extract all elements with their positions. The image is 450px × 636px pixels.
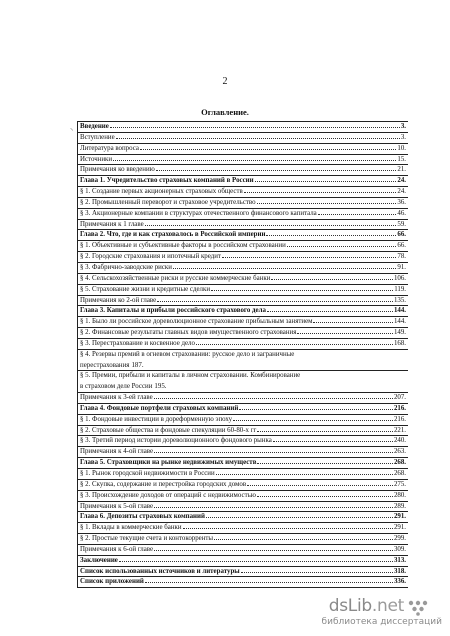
toc-entry-text: Заключение [80,556,118,564]
toc-entry-text: § 2. Скупка, содержание и перестройка городских домов [80,480,247,488]
toc-entry-text: Глава 5. Страховщики на рынке недвижимых имуществ [80,459,257,467]
toc-entry-text: Источники [80,155,113,163]
toc-entry-text: Примечания к 3-ей главе [80,394,153,402]
toc-entry-page: 313. [393,556,406,564]
toc-entry-page: 46. [397,209,406,217]
toc-entry-page: 144. [393,307,406,315]
toc-entry-page: 275. [393,480,406,488]
toc-entry [78,534,408,545]
toc-entry [78,371,408,393]
leader-dots [257,496,393,497]
leader-dots [257,463,393,464]
toc-entry-text: § 3. Акционерные компании в структурах отечественного финансового капитала [80,209,317,217]
watermark-logo [329,596,404,616]
toc-entry-page: 291. [393,524,406,532]
watermark [307,596,442,630]
leader-dots [157,301,393,302]
toc-entry-text-cont: перестрахования [80,361,130,369]
toc-entry-text: Примечания ко 2-ой главе [80,296,157,304]
toc-entry-text: Глава 1. Учредительство страховых компаний в России [80,177,254,185]
toc-entry-page: 149. [393,329,406,337]
toc-entry-text: § 3. Фабрично-заводские риски [80,263,172,271]
toc-entry-text: Примечания ко введению [80,166,155,174]
leader-dots [239,409,393,410]
toc-entry-text: § 1. Фондовые инвестиции в дореформенную эпоху [80,415,233,423]
toc-entry [78,263,408,274]
toc-entry-page: 119. [394,285,406,293]
leader-dots [271,279,393,280]
leader-dots [297,333,393,334]
toc-entry [78,230,408,241]
leader-dots [154,398,393,399]
toc-entry-page: 21. [397,166,406,174]
leader-dots [145,225,397,226]
leader-dots [266,235,396,236]
leader-dots [216,474,393,475]
toc-entry [78,545,408,556]
leader-dots [257,431,393,432]
leader-dots [154,507,393,508]
toc-entry [78,252,408,263]
toc-entry [78,133,408,144]
toc-entry-text: § 2. Простые текущие счета и контокорренты [80,535,214,543]
leader-dots [222,257,396,258]
toc-entry [78,165,408,176]
toc-entry-page: 263. [393,448,406,456]
toc-entry-page: 78. [397,253,406,261]
toc-entry [78,426,408,437]
toc-entry-text: § 1. Было ли российское дореволюционное страхование прибыльным занятием [80,318,313,326]
toc-entry-page: 3. [400,133,406,141]
leader-dots [211,290,393,291]
toc-entry-page: 289. [393,502,406,510]
leader-dots [287,246,397,247]
toc-entry-text: Глава 2. Что, где и как страховалось в Российской империи [80,231,266,239]
toc-entry-text: § 3. Перестрахование и косвенное дело [80,339,195,347]
toc-entry [78,393,408,404]
toc-entry-page: 268. [393,459,406,467]
toc-title: Оглавление. [201,107,249,117]
toc-entry-page: 309. [393,545,406,553]
toc-entry [78,220,408,231]
toc-entry [78,339,408,350]
leader-dots [113,160,396,161]
toc-entry-page: 66. [397,231,406,239]
toc-entry-text: Глава 4. Фондовые портфели страховых компаний [80,404,239,412]
toc-entry-page: 10. [397,144,406,152]
toc-entry-text: Примечания к 5-ой главе [80,502,154,510]
toc-entry-page: 168. [393,339,406,347]
toc-entry-text: § 2. Промышленный переворот и страховое учредительство [80,198,256,206]
toc-entry-text: § 2. Городские страхования и ипотечный кредит [80,253,221,261]
toc-entry-page: 3. [400,123,406,130]
toc-entry-page: 240. [393,437,406,445]
leader-dots [257,203,397,204]
toc-entry-page: 318. [393,567,406,575]
leader-dots [119,561,393,562]
toc-entry [78,469,408,480]
toc-entry-page: 280. [393,491,406,499]
toc-entry-page: 299. [393,535,406,543]
toc-entry-text: § 1. Вклады в коммерческие банки [80,524,182,532]
toc-entry-page: 106. [393,274,406,282]
toc-entry [78,328,408,339]
toc-entry-text: § 2. Финансовые результаты главных видов имущественного страхования [80,329,297,337]
toc-entry [78,306,408,317]
toc-entry [78,436,408,447]
margin-mark: ⸜ [70,124,74,132]
toc-entry-text: Глава 6. Депозиты страховых компаний [80,513,205,521]
toc-entry [78,198,408,209]
toc-entry [78,567,408,578]
toc-entry [78,480,408,491]
toc-entry [78,122,408,133]
toc-entry [78,274,408,285]
leader-dots [140,149,396,150]
toc-entry [78,350,408,372]
watermark-logo-tld: .net [371,596,404,616]
toc-entry [78,144,408,155]
page-number: 2 [222,76,228,87]
toc-entry-page: 268. [393,470,406,477]
watermark-subtitle: библиотека диссертаций [321,617,442,627]
toc-entry-page: 195. [154,383,167,391]
toc-entry-page: 15. [397,155,406,163]
leader-dots [154,550,393,551]
leader-dots [241,572,393,573]
toc-entry [78,155,408,166]
toc-entry-page: 216. [393,415,406,423]
toc-entry-page: 59. [397,220,406,228]
toc-entry [78,447,408,458]
leader-dots [196,344,393,345]
toc-entry-text: Глава 3. Капиталы и прибыли российского страхового дела [80,307,266,315]
toc-entry-page: 144. [393,318,406,326]
leader-dots [313,322,392,323]
toc-entry-text: § 3. Происхождение доходов от операций с недвижимостью [80,491,256,499]
leader-dots [145,582,393,583]
toc-entry-page: 36. [397,198,406,206]
toc-entry [78,241,408,252]
toc-entry [78,415,408,426]
toc-entry-text: § 4. Резервы премий в огневом страховании: русское дело и заграничные [80,350,295,358]
watermark-logo-main: dsLib [328,596,372,616]
toc-entry-text-cont: в страховом деле России [80,383,153,391]
table-of-contents [77,121,408,588]
toc-entry [78,523,408,534]
leader-dots [233,420,393,421]
toc-entry-text: § 4. Сельскохозяйственные риски и русские коммерческие банки [80,274,271,282]
leader-dots [173,268,396,269]
toc-entry-text: Примечания к 1 главе [80,220,144,228]
toc-entry-text: § 2. Страховые общества и фондовые спекуляции 60-80-х гг [80,426,257,434]
leader-dots [110,127,400,128]
toc-entry-text: § 1. Объективные и субъективные факторы в российском страховании [80,242,286,250]
toc-entry-text: Примечания к 6-ой главе [80,545,154,553]
toc-entry [78,285,408,296]
leader-dots [273,441,393,442]
toc-entry [78,458,408,469]
toc-entry-page: 91. [397,263,406,271]
leader-dots [156,170,397,171]
toc-entry [78,556,408,567]
toc-entry [78,209,408,220]
toc-entry-page: 66. [397,242,406,250]
toc-entry-page: 24. [397,188,406,196]
toc-entry-page: 135. [393,296,406,304]
toc-entry-text: Вступление [80,133,115,141]
toc-entry-page: 207. [393,394,406,402]
toc-entry-text: § 5. Премии, прибыли и капиталы в личном страховании. Комбинирование [80,372,301,380]
toc-entry-text: § 5. Страхование жизни и кредитные сделки [80,285,211,293]
leader-dots [244,192,397,193]
leader-dots [214,539,393,540]
toc-entry-text: § 1. Рынок городской недвижимости в России [80,470,215,477]
toc-entry-page: 336. [393,578,406,586]
toc-entry-text: Введение [80,123,109,130]
leader-dots [267,311,393,312]
toc-entry [78,176,408,187]
toc-entry-page: 291. [393,513,406,521]
toc-entry-text: Примечания к 4-ой главе [80,448,154,456]
toc-entry-page: 221. [393,426,406,434]
toc-entry-text: Литература вопроса [80,144,139,152]
leader-dots [183,528,393,529]
toc-entry-text: Список приложений [80,578,144,586]
toc-entry-text: § 3. Третий период истории дореволюционного фондового рынка [80,437,272,445]
watermark-dots-icon [408,600,436,616]
leader-dots [255,181,397,182]
toc-entry [78,577,408,588]
toc-entry [78,512,408,523]
toc-entry [78,404,408,415]
toc-entry [78,296,408,307]
toc-entry-page: 24. [397,177,406,185]
toc-entry-text: § 1. Создание первых акционерных страховых обществ [80,188,243,196]
toc-entry-page: 216. [393,404,406,412]
toc-entry [78,317,408,328]
toc-entry [78,491,408,502]
toc-entry [78,502,408,513]
leader-dots [318,214,397,215]
leader-dots [116,138,400,139]
leader-dots [247,485,393,486]
toc-entry-page: 187. [131,361,144,369]
toc-entry [78,187,408,198]
leader-dots [206,517,393,518]
toc-entry-text: Список использованных источников и литературы [80,567,240,575]
leader-dots [154,452,393,453]
